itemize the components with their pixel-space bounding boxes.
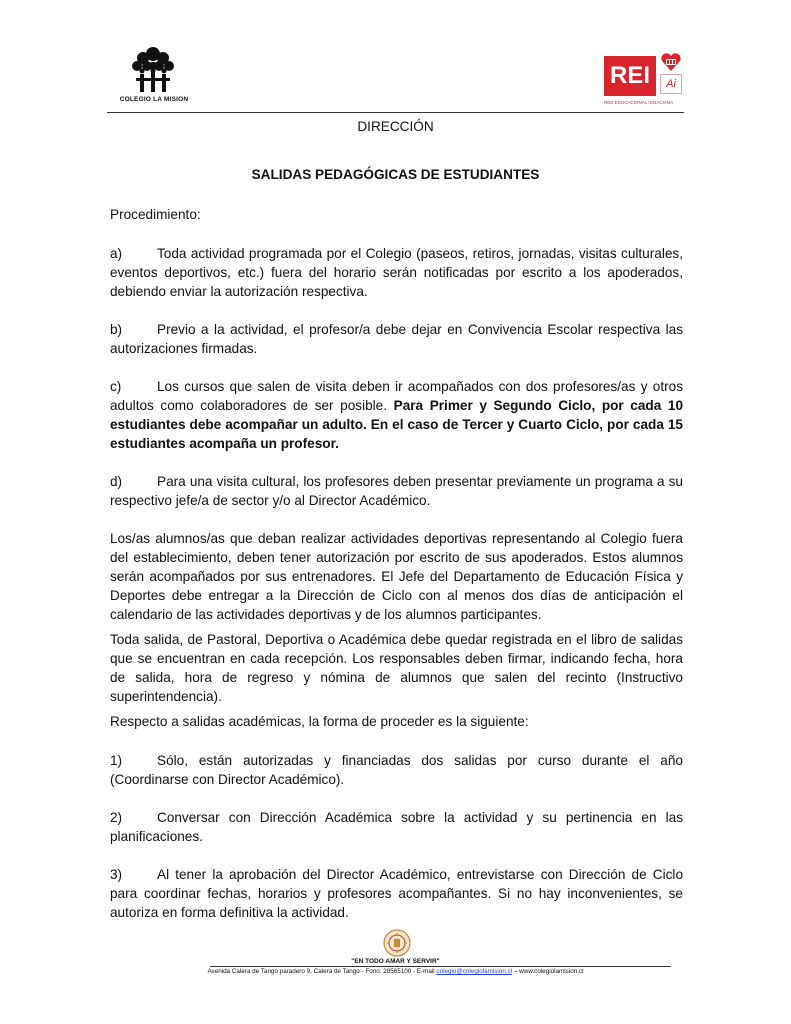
item-c — [110, 377, 683, 453]
step-1 — [110, 751, 683, 789]
footer-divider — [210, 966, 671, 967]
step-3-marker: 3) — [110, 867, 123, 882]
item-c-text: Los cursos que salen de visita deben ir acompañados con dos profesores/as y otros adultos como colaboradores de ser posible. — [110, 379, 683, 413]
item-d — [110, 472, 683, 510]
rei-logo-text: REI — [604, 56, 656, 96]
item-a-marker: a) — [110, 246, 123, 261]
footer-website: – www.colegiolamision.cl — [512, 968, 584, 975]
step-1-marker: 1) — [110, 753, 123, 768]
step-1-text: Sólo, están autorizadas y financiadas dos salidas por curso durante el año (Coordinarse con Director Académico). — [110, 753, 683, 787]
step-2 — [110, 808, 683, 846]
school-logo — [107, 44, 201, 106]
item-b-text: Previo a la actividad, el profesor/a debe dejar en Convivencia Escolar respectiva las autorizaciones firmadas. — [110, 322, 683, 356]
item-c-bold-text: Para Primer y Segundo Ciclo, por cada 10 estudiantes debe acompañar un adulto. En el caso de Tercer y Cuarto Ciclo, por cada 15 estudiantes acompaña un profesor. — [110, 398, 684, 451]
ai-logo-text: Ai — [660, 74, 682, 94]
heart-icon — [660, 52, 682, 72]
item-a-text: Toda actividad programada por el Colegio (paseos, retiros, jornadas, visitas culturales, eventos deportivos, etc.) fuera del horario serán notificadas por escrito a los apoderados, debiendo enviar la autorización respectiva. — [110, 246, 683, 299]
step-3-text: Al tener la aprobación del Director Académico, entrevistarse con Dirección de Ciclo para coordinar fechas, horarios y profesores acompañantes. Si no hay inconvenientes, se autoriza en forma definitiva la actividad. — [110, 867, 683, 920]
item-b-marker: b) — [110, 322, 123, 337]
register-paragraph: Toda salida, de Pastoral, Deportiva o Académica debe quedar registrada en el libro de salidas que se encuentran en cada recepción. Los responsables deben firmar, indicando fecha, hora de salida, hora de regreso y nómina de alumnos que salen del recinto (Instructivo superintendencia). — [110, 632, 683, 704]
department-heading: DIRECCIÓN — [357, 119, 434, 134]
school-name: COLEGIO LA MISION — [119, 96, 189, 103]
network-logo — [604, 50, 684, 110]
tree-icon — [127, 44, 179, 94]
sports-paragraph: Los/as alumnos/as que deban realizar actividades deportivas representando al Colegio fuera del establecimiento, deben tener autorización por escrito de sus apoderados. Estos alumnos serán acompañados por sus entrenadores. El Jefe del Departamento de Educación Física y Deportes debe entregar a la Dirección de Ciclo con al menos dos días de anticipación el calendario de las actividades deportivas y de los alumnos participantes. — [110, 531, 683, 622]
network-caption: RED EDUCACIONAL IGNACIANA — [604, 100, 674, 105]
item-c-marker: c) — [110, 379, 122, 394]
item-b — [110, 320, 683, 358]
footer-email-link[interactable]: colegio@colegiolamision.cl — [436, 968, 513, 975]
item-d-marker: d) — [110, 474, 123, 489]
school-seal-icon — [383, 929, 411, 957]
academic-intro: Respecto a salidas académicas, la forma de proceder es la siguiente: — [110, 714, 529, 729]
item-a — [110, 244, 683, 301]
item-d-text: Para una visita cultural, los profesores deben presentar previamente un programa a su respectivo jefe/a de sector y/o al Director Académico. — [110, 474, 683, 508]
footer-address — [0, 968, 791, 975]
footer-address-text: Avenida Calera de Tango paradero 9, Calera de Tango - Fono: 28565100 - E-mail — [207, 968, 435, 975]
step-2-marker: 2) — [110, 810, 123, 825]
footer-motto: "EN TODO AMAR Y SERVIR" — [351, 958, 440, 965]
step-3 — [110, 865, 683, 922]
intro-text: Procedimiento: — [110, 207, 201, 222]
page-title: SALIDAS PEDAGÓGICAS DE ESTUDIANTES — [251, 167, 540, 182]
step-2-text: Conversar con Dirección Académica sobre la actividad y su pertinencia en las planificaciones. — [110, 810, 683, 844]
header-divider — [107, 112, 684, 113]
